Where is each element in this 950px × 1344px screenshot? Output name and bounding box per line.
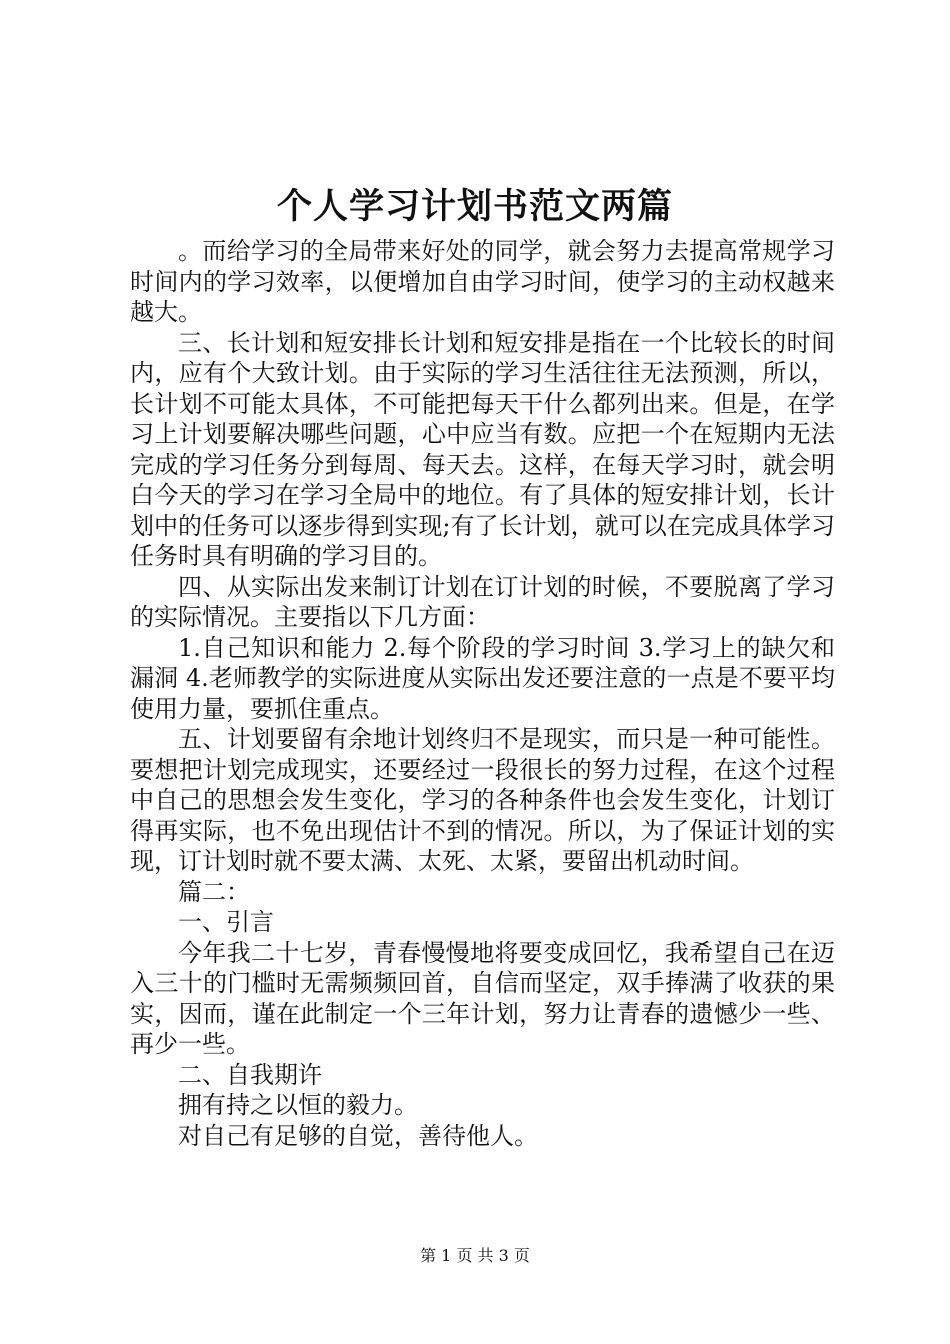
paragraph-4: 1.自己知识和能力 2.每个阶段的学习时间 3.学习上的缺欠和漏洞 4.老师教学的实际进度从实际出发还要注意的一点是不要平均使用力量，要抓住重点。 [130,633,835,723]
section-heading-introduction: 一、引言 [178,908,274,936]
paragraph-self-awareness: 对自己有足够的自觉，善待他人。 [178,1121,538,1150]
paragraph-introduction: 今年我二十七岁，青春慢慢地将要变成回忆，我希望自己在迈入三十的门槛时无需频频回首，自信而坚定，双手捧满了收获的果实，因而，谨在此制定一个三年计划，努力让青春的遗憾少一些、再少一些。 [130,938,835,1058]
paragraph-2: 三、长计划和短安排长计划和短安排是指在一个比较长的时间内，应有个大致计划。由于实际的学习生活往往无法预测，所以，长计划不可能太具体，不可能把每天干什么都列出来。但是，在学习上计划要解决哪些问题，心中应当有数。应把一个在短期内无法完成的学习任务分到每周、每天去。这样，在每天学习时，就会明白今天的学习在学习全局中的地位。有了具体的短安排计划，长计划中的任务可以逐步得到实现;有了长计划，就可以在完成具体学习任务时具有明确的学习目的。 [130,328,835,570]
paragraph-3: 四、从实际出发来制订计划在订计划的时候，不要脱离了学习的实际情况。主要指以下几方面： [130,572,835,631]
paragraph-1: 。而给学习的全局带来好处的同学，就会努力去提高常规学习时间内的学习效率，以便增加自由学习时间，使学习的主动权越来越大。 [130,237,835,326]
document-title: 个人学习计划书范文两篇 [276,186,673,227]
page-number: 第 1 页 共 3 页 [420,1246,530,1265]
section-heading-self-expectation: 二、自我期许 [178,1060,322,1089]
section-heading-part-two: 篇二： [178,877,250,906]
paragraph-5: 五、计划要留有余地计划终归不是现实，而只是一种可能性。要想把计划完成现实，还要经过一段很长的努力过程，在这个过程中自己的思想会发生变化，学习的各种条件也会发生变化，计划订得再实际，也不免出现估计不到的情况。所以，为了保证计划的实现，订计划时就不要太满、太死、太紧，要留出机动时间。 [130,725,835,875]
document-body [130,236,835,1151]
paragraph-perseverance: 拥有持之以恒的毅力。 [178,1091,418,1119]
